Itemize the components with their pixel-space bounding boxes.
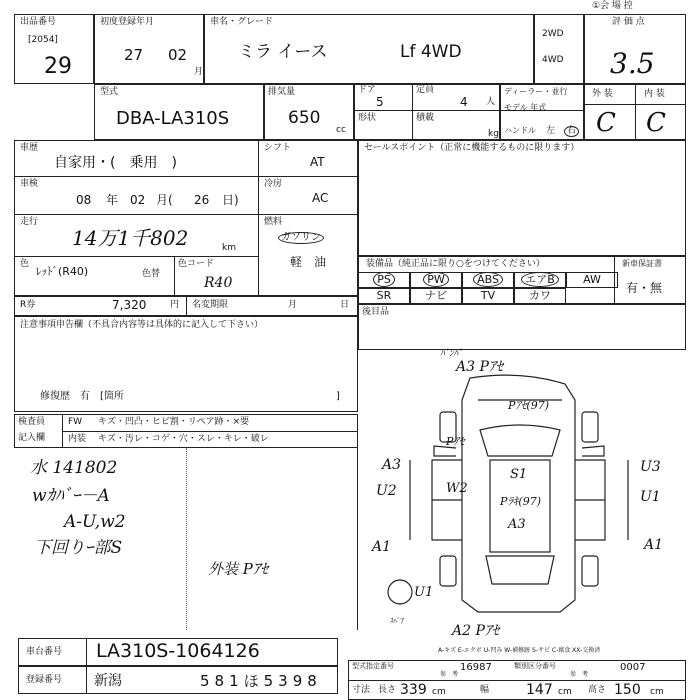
first-reg-year: 27 xyxy=(124,46,144,64)
doors-label: ドア xyxy=(358,85,376,95)
car-name: ミラ イース xyxy=(238,42,328,62)
cc-unit: cc xyxy=(336,125,346,135)
exterior-grade: C xyxy=(596,108,616,138)
hand-note-1: 水 141802 xyxy=(30,458,118,478)
mark-left-front: Pｱｾ xyxy=(446,435,465,448)
usage-label: 車歴 xyxy=(20,143,39,153)
color-code-value: R40 xyxy=(204,275,233,291)
shift-value: AT xyxy=(310,155,325,169)
row1-code: FW xyxy=(68,417,83,427)
cooling-value: AC xyxy=(312,191,329,205)
equipment-item-label: ナビ xyxy=(425,289,447,302)
chassis-value: LA310S-1064126 xyxy=(96,640,260,662)
length-unit: cm xyxy=(432,687,446,697)
mark-a1-right: A1 xyxy=(644,537,664,553)
designation-line xyxy=(348,680,686,681)
warranty-label: 新車保証書 xyxy=(622,259,662,268)
width-value: 147 xyxy=(526,682,553,698)
equipment-item-label: エアB xyxy=(521,272,559,287)
recycle-amount: 7,320 xyxy=(112,298,147,312)
wheel-fr xyxy=(582,412,598,442)
model-label: 型式 xyxy=(100,87,119,97)
handle-right: 右 xyxy=(564,126,579,137)
dims-label: 寸法 xyxy=(352,685,371,695)
mark-u1-bottom: U1 xyxy=(414,585,434,600)
category-ref: 参 考 xyxy=(570,671,589,678)
first-reg-month: 02 xyxy=(168,46,188,64)
inspector-label: 検査員 xyxy=(18,417,46,427)
equipment-item-label: カワ xyxy=(529,289,551,302)
insp-day: 26 xyxy=(194,193,210,207)
lot-number: 29 xyxy=(44,54,72,79)
mark-a3-left: A3 xyxy=(382,457,402,473)
person-unit: 人 xyxy=(486,97,496,107)
mark-u1-right: U1 xyxy=(640,489,661,505)
exterior-label: 外 装 xyxy=(592,89,613,99)
legend: A-キズ E-エクボ U-凹み W-補修跡 S-サビ C-腐食 XX-交換済 xyxy=(438,647,601,654)
entry-label: 記入欄 xyxy=(18,433,46,443)
displacement-label: 排気量 xyxy=(268,87,296,97)
mirror-right xyxy=(582,446,604,456)
drive-4wd: 4WD xyxy=(542,55,564,65)
wheel-rl xyxy=(440,556,456,586)
repair-label: 修復歴 有 [箇所 xyxy=(40,391,124,402)
load-label: 積載 xyxy=(416,113,435,123)
mark-a2-bottom: A2 Pｱｾ xyxy=(452,623,499,639)
mileage-value: 14万1千802 xyxy=(72,226,189,250)
rear-window xyxy=(486,556,554,584)
height-unit: cm xyxy=(650,687,664,697)
sales-point-label: セールスポイント（正常に機能するものに限ります） xyxy=(364,143,580,153)
windshield xyxy=(480,425,560,456)
month-unit: 月 xyxy=(194,67,204,77)
dealer-label: ディーラー・並行 xyxy=(504,87,568,96)
height-label: 高さ xyxy=(588,685,607,695)
warranty-value: 有・無 xyxy=(626,281,663,295)
name-change-month: 月 xyxy=(288,300,298,310)
length-value: 339 xyxy=(400,682,427,698)
color-code-label: 色コード xyxy=(178,259,215,269)
category-value: 0007 xyxy=(620,662,646,673)
equipment-item-label: AW xyxy=(583,273,601,286)
spare-tire xyxy=(388,580,412,604)
height-value: 150 xyxy=(614,682,641,698)
row2-text: キズ・汚レ・コゲ・穴・スレ・キレ・破レ xyxy=(98,434,269,444)
first-reg-label: 初度登録年月 xyxy=(100,17,155,27)
hand-note-3: A-U,w2 xyxy=(64,512,126,532)
lot-sub: [2054] xyxy=(28,35,58,45)
doors-value: 5 xyxy=(376,95,384,109)
mark-hood: Pｱｾ(97) xyxy=(508,399,549,412)
mark-bumper: ﾊﾞﾝﾊﾟ xyxy=(440,349,463,359)
mark-u3-right: U3 xyxy=(640,459,661,475)
hand-note-4: 下回りｰ部S xyxy=(34,538,123,558)
handle-left: 左 xyxy=(546,126,556,136)
yen-unit: 円 xyxy=(170,300,180,310)
insp-month-unit: 月( xyxy=(156,193,173,207)
color-change-label: 色替 xyxy=(142,269,161,279)
name-change-label: 名変期限 xyxy=(192,300,229,310)
model-year-label: モデル 年式 xyxy=(504,103,547,112)
score-value: 3.5 xyxy=(610,47,655,80)
mark-a3-center: A3 xyxy=(508,517,526,532)
mark-u2-left: U2 xyxy=(376,483,397,499)
mark-spare: ｽﾍﾟｱ xyxy=(390,617,404,625)
equipment-item-label: ABS xyxy=(473,272,503,287)
mark-top: A3 Pｱｾ xyxy=(456,359,503,375)
kg-unit: kg xyxy=(488,129,499,139)
length-label: 長さ xyxy=(378,685,397,695)
row1-text: キズ・凹凸・ヒビ割・リペア跡・×要 xyxy=(98,417,250,427)
width-label: 幅 xyxy=(480,685,490,695)
fuel-label: 燃料 xyxy=(264,217,283,227)
capacity-value: 4 xyxy=(460,95,468,109)
chassis-label: 車台番号 xyxy=(26,647,63,657)
fuel-gas: ガソリン xyxy=(278,232,324,244)
name-change-day: 日 xyxy=(340,300,350,310)
mark-w2-left: W2 xyxy=(446,481,468,496)
grade: Lf 4WD xyxy=(400,42,462,62)
equipment-label: 装備品（純正品に限り○をつけてください） xyxy=(366,259,545,269)
mileage-label: 走行 xyxy=(20,217,39,227)
usage-value: 自家用・( 乗用 ) xyxy=(54,155,177,171)
venue-label: ①会 場 控 xyxy=(592,1,633,11)
mark-a1-left: A1 xyxy=(372,539,392,555)
name-label: 車名・グレード xyxy=(210,17,274,27)
inspection-label: 車検 xyxy=(20,179,39,189)
designation-label: 型式指定番号 xyxy=(352,662,394,670)
hand-note-2: wｶﾊﾞｰ－A xyxy=(32,486,110,506)
fuel-diesel: 軽 油 xyxy=(290,255,327,269)
km-unit: km xyxy=(222,243,236,253)
drive-2wd: 2WD xyxy=(542,29,564,39)
row2-code: 内装 xyxy=(68,434,87,444)
mark-plaki: Pﾗｷ(97) xyxy=(500,495,541,508)
rear-seat-label: 後目品 xyxy=(362,307,390,317)
equipment-item-label: PS xyxy=(373,272,395,287)
insp-month: 02 xyxy=(130,193,146,207)
insp-year: 08 xyxy=(76,193,92,207)
plate-number: 581ほ5398 xyxy=(200,672,322,690)
designation-value: 16987 xyxy=(460,662,492,673)
mark-s1: S1 xyxy=(510,467,528,482)
equipment-item-label: TV xyxy=(480,289,496,302)
interior-label: 内 装 xyxy=(644,89,665,99)
displacement-value: 650 xyxy=(288,108,321,128)
insp-year-unit: 年 xyxy=(106,193,119,207)
designation-ref: 参 考 xyxy=(440,671,459,678)
equipment-item-label: PW xyxy=(423,272,449,287)
category-label: 類別区分番号 xyxy=(514,662,556,670)
width-unit: cm xyxy=(558,687,572,697)
equipment-item-label: SR xyxy=(376,289,392,302)
handle-label: ハンドル xyxy=(504,126,536,135)
color-value: ﾚｯﾄﾞ(R40) xyxy=(36,265,89,278)
insp-day-unit: 日) xyxy=(222,193,239,207)
recycle-label: R券 xyxy=(20,300,36,310)
plate-region: 新潟 xyxy=(94,673,122,689)
wheel-rr xyxy=(582,556,598,586)
cooling-label: 冷房 xyxy=(264,179,283,189)
plate-label: 登録番号 xyxy=(26,675,63,685)
score-label: 評 価 点 xyxy=(612,17,645,27)
capacity-label: 定員 xyxy=(416,85,435,95)
interior-grade: C xyxy=(646,108,666,138)
color-label: 色 xyxy=(20,259,30,269)
shape-label: 形状 xyxy=(358,113,377,123)
notice-label: 注意事項申告欄（不具合内容等は具体的に記入して下さい） xyxy=(20,320,264,330)
repair-close: ] xyxy=(336,391,340,402)
shift-label: シフト xyxy=(264,143,292,153)
model-value: DBA-LA310S xyxy=(116,108,230,129)
lot-label: 出品番号 xyxy=(20,17,57,27)
hand-note-5: 外装 Pｱｾ xyxy=(208,560,268,578)
